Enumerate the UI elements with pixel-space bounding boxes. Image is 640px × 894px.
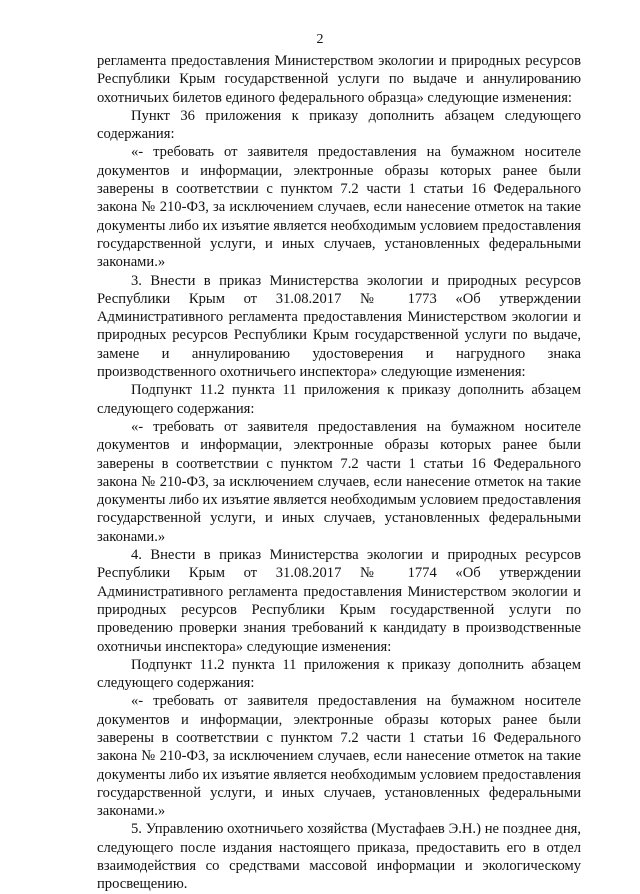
page-number: 2 <box>316 32 324 47</box>
paragraph-quote: «- требовать от заявителя предоставления на бумажном носителе документов и информации, электронные образы которых ранее были заверены в соответствии с пунктом 7.2 части 1 статьи 16 Федерального закона № 210-ФЗ, за исключением случаев, если нанесение отметок на такие документы либо их изъятие является необходимым условием предоставления государственной услуги, и иных случаев, установленных федеральными законами.» <box>97 418 581 545</box>
paragraph-item-36: Пункт 36 приложения к приказу дополнить абзацем следующего содержания: <box>97 107 581 143</box>
paragraph-quote: «- требовать от заявителя предоставления на бумажном носителе документов и информации, электронные образы которых ранее были заверены в соответствии с пунктом 7.2 части 1 статьи 16 Федерального закона № 210-ФЗ, за исключением случаев, если нанесение отметок на такие документы либо их изъятие является необходимым условием предоставления государственной услуги, и иных случаев, установленных федеральными законами.» <box>97 693 581 820</box>
paragraph-quote: «- требовать от заявителя предоставления на бумажном носителе документов и информации, электронные образы которых ранее были заверены в соответствии с пунктом 7.2 части 1 статьи 16 Федерального закона № 210-ФЗ, за исключением случаев, если нанесение отметок на такие документы либо их изъятие является необходимым условием предоставления государственной услуги, и иных случаев, установленных федеральными законами.» <box>97 144 581 271</box>
paragraph-section-5: 5. Управлению охотничьего хозяйства (Мустафаев Э.Н.) не позднее дня, следующего после издания настоящего приказа, предоставить его в отдел взаимодействия со средствами массовой информации и экологическому просвещению. <box>97 821 581 893</box>
paragraph-continuation: регламента предоставления Министерством экологии и природных ресурсов Республики Крым государственной услуги по выдаче и аннулированию охотничьих билетов единого федерального образца» следующие изменения: <box>97 53 581 106</box>
paragraph-subitem: Подпункт 11.2 пункта 11 приложения к приказу дополнить абзацем следующего содержания: <box>97 656 581 692</box>
document-body <box>97 52 581 894</box>
paragraph-subitem: Подпункт 11.2 пункта 11 приложения к приказу дополнить абзацем следующего содержания: <box>97 382 581 417</box>
paragraph-section-3: 3. Внести в приказ Министерства экологии и природных ресурсов Республики Крым от 31.08.2017 № 1773 «Об утверждении Административного регламента предоставления Министерством экологии и природных ресурсов Республики Крым государственной услуги по выдаче, замене и аннулированию удостоверения и нагрудного знака производственного охотничьего инспектора» следующие изменения: <box>97 272 581 381</box>
paragraph-section-4: 4. Внести в приказ Министерства экологии и природных ресурсов Республики Крым от 31.08.2017 № 1774 «Об утверждении Административного регламента предоставления Министерством экологии и природных ресурсов Республики Крым государственной услуги по проведению проверки знания требований к кандидату в производственные охотничьи инспектора» следующие изменения: <box>97 547 581 655</box>
